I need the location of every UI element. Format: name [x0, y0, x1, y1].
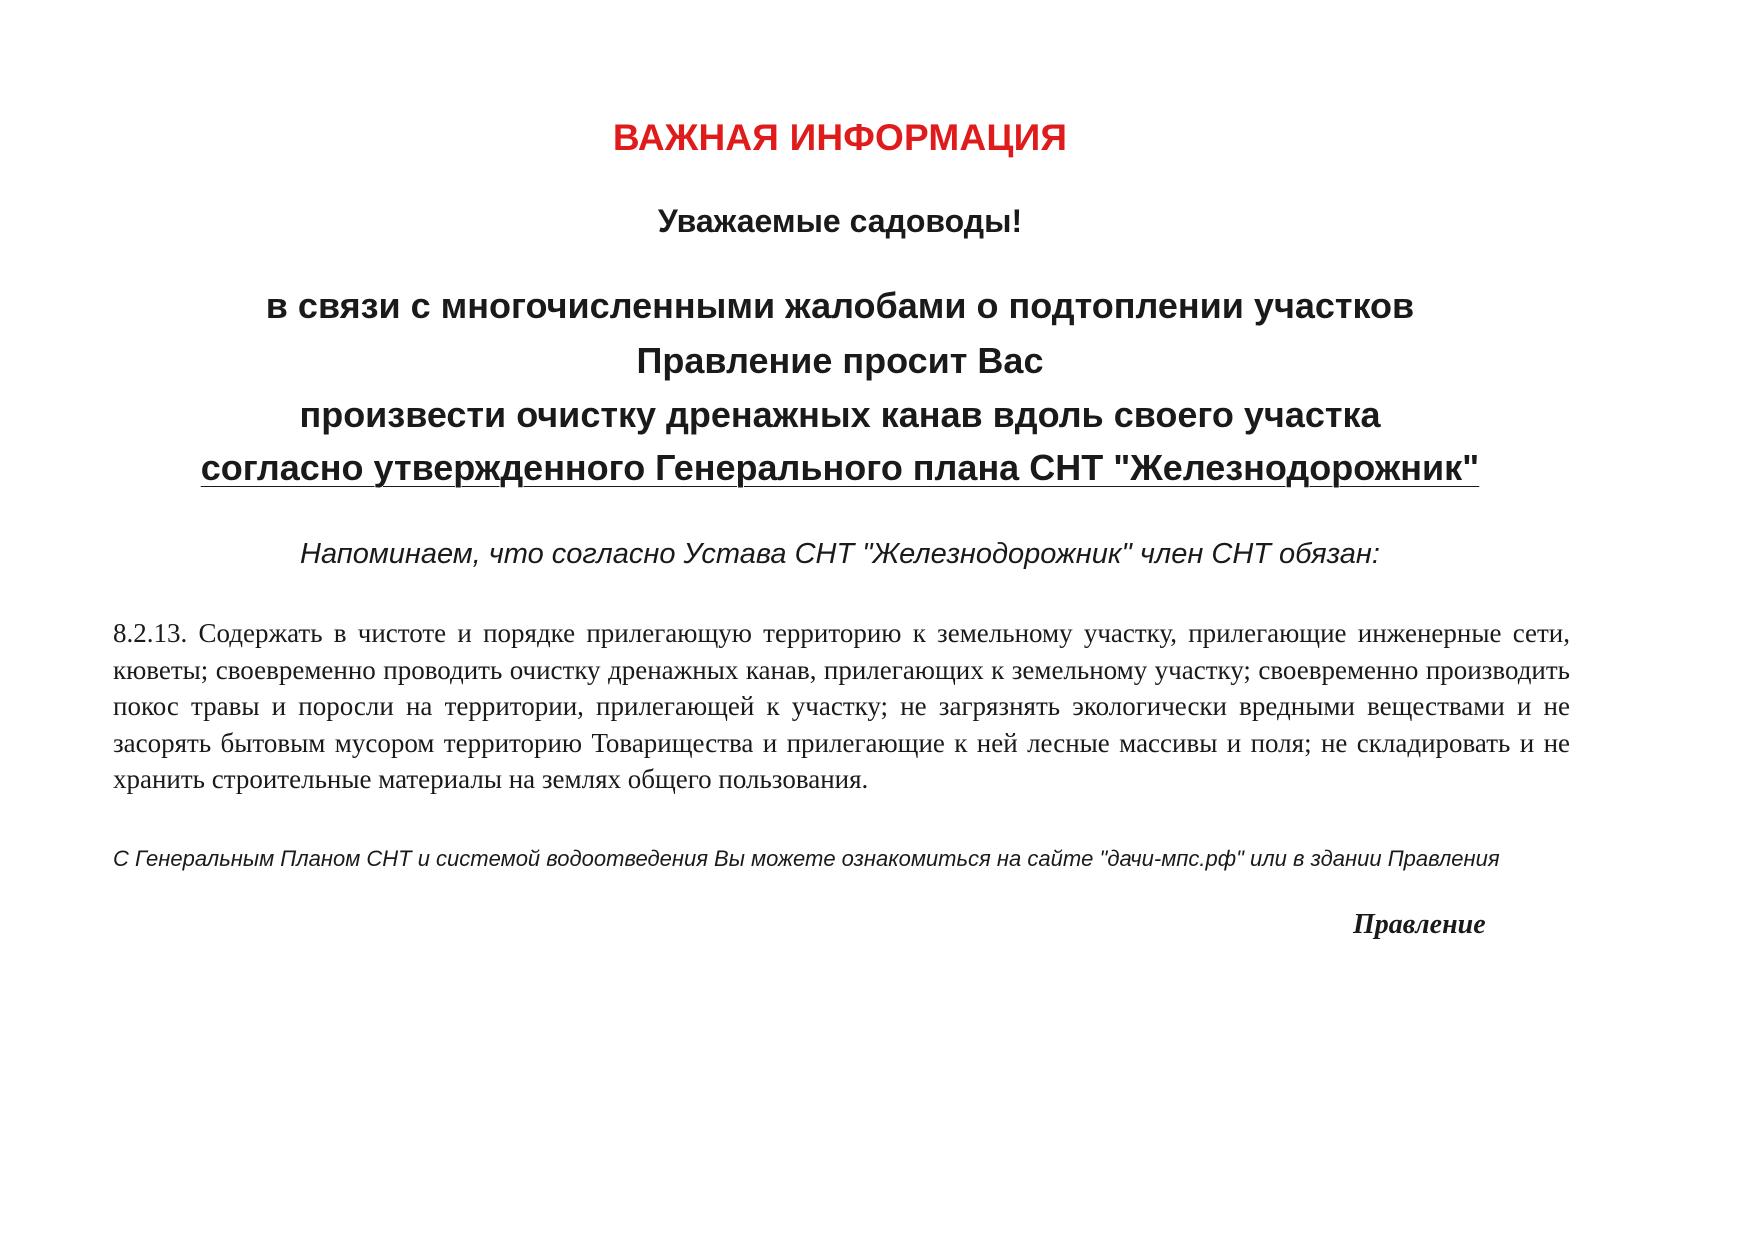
charter-reminder: Напоминаем, что согласно Устава СНТ "Железнодорожник" член СНТ обязан:: [300, 538, 1380, 570]
main-message-line-4: [0, 444, 1680, 492]
main-message-line-3: произвести очистку дренажных канав вдоль своего участка: [299, 394, 1381, 435]
general-plan-note: С Генеральным Планом СНТ и системой водоотведения Вы можете ознакомиться на сайте "дачи-мпс.рф" или в здании Правления: [113, 846, 1500, 871]
signature: Правление: [1353, 909, 1486, 940]
main-message-line-1: в связи с многочисленными жалобами о подтоплении участков: [265, 285, 1415, 326]
greeting: Уважаемые садоводы!: [657, 203, 1023, 239]
notice-title: ВАЖНАЯ ИНФОРМАЦИЯ: [612, 117, 1068, 158]
main-message-line-2: Правление просит Вас: [636, 340, 1044, 381]
charter-clause-8-2-13: 8.2.13. Содержать в чистоте и порядке прилегающую территорию к земельному участку, прилегающие инженерные сети, кюветы; своевременно проводить очистку дренажных канав, прилегающих к земельному участку; своевременно производить покос травы и поросли на территории, прилегающей к участку; не загрязнять экологически вредными веществами и не засорять бытовым мусором территорию Товарищества и прилегающие к ней лесные массивы и поля; не складировать и не хранить строительные материалы на землях общего пользования.: [113, 618, 1570, 794]
main-message-line-4-text: согласно утвержденного Генерального плана СНТ "Железнодорожник": [200, 447, 1480, 488]
